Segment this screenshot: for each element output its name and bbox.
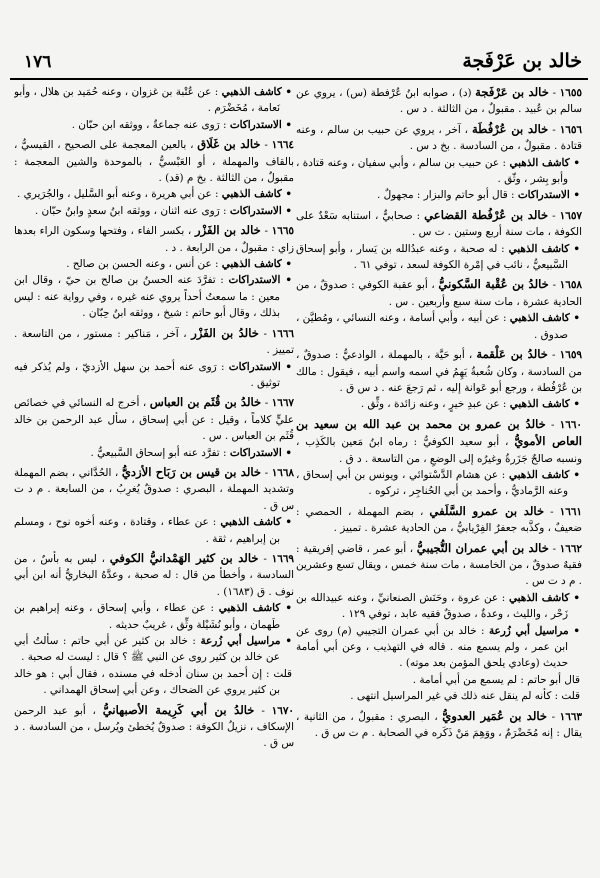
entry-number: ١٦٦٩	[271, 552, 294, 565]
biography-entry	[296, 540, 582, 705]
entry-number: ١٦٦٨	[271, 466, 294, 479]
annotation-text: : عن عُتْبة بن غزوان ، وعنه حُمَيد بن هلال ، وأبو نَعامة ، مُخَضْرَم .	[14, 86, 280, 115]
annotation-label: كاشف الذهبي	[220, 516, 282, 529]
biography-entry	[14, 394, 294, 461]
bullet-icon: •	[569, 156, 580, 169]
entry-text: ، أبو سعيد الكوفيُّ : رماه ابنُ مَعين بالكَذِب ، ونسبه صالحٌ جَزَرةُ وغيرُه إلى الوضعِ ، من التاسعة . د ق .	[296, 436, 582, 465]
annotation-text: : خالد بن أبي عمران التجيبي (م) روى عن ابن عمر ، ولم يسمع منه . قاله في التهذيب ، وعن أبي أمامة حديث (وعادي يلحق المؤمن بعد موته) .	[296, 624, 568, 670]
narrator-name: خالد بن عَرْفَجة	[475, 85, 549, 99]
annotation-list	[296, 590, 582, 705]
narrator-name: خالد بن كثير الهَمْدانيُّ الكوفي	[109, 550, 259, 565]
entry-heading: ١٦٦٩ - خالد بن كثير الهَمْدانيُّ الكوفي ، ليس به بأسٌ ، من السادسة ، وأخطأ من قال : له صحبة ، وعدَّهُ البخاريُّ أنه ابن أبي نوف . ق (١٦٨٣) .	[14, 550, 294, 598]
bullet-icon: •	[281, 204, 292, 217]
narrator-name: خالدُ بن عُقْبة السَّكونيُّ	[438, 277, 549, 292]
entry-text: ، آخر ، يروي عن حبيب بن سالم ، وعنه قتادة . مقبولٌ ، من السادسة . بخ د س .	[296, 123, 582, 153]
left-column	[14, 84, 294, 874]
bullet-icon: •	[281, 446, 292, 459]
annotation-text: : عن عطاء ، وأبي إسحاق ، وعنه إبراهيم بن طَهمان ، وأبو نُشَيْلة وثِّق ، غريبٌ حديثه .	[14, 602, 280, 631]
entry-number: ١٦٥٧	[559, 209, 582, 222]
annotation-label: كاشف الذهبي	[218, 602, 281, 615]
annotation-list	[296, 310, 582, 343]
entry-number: ١٦٥٦	[559, 123, 582, 136]
annotation	[14, 203, 292, 219]
entry-text: ، بالعين المعجمة على الصحيح ، القيسيُّ ، بالقاف والمهملة ، أو العَبْسيُّ ، بالموحدة والشين المعجمة : مقبولٌ ، من الثالثة . بخ م (قد) .	[14, 139, 294, 185]
entry-heading: ١٦٥٦ - خالد بن عُرْفُطَة ، آخر ، يروي عن حبيب بن سالم ، وعنه قتادة . مقبولٌ ، من السادسة . بخ د س .	[296, 121, 582, 153]
narrator-name: خالد بن قيس بن رَبَاح الأزديُّ	[121, 464, 262, 479]
annotation	[296, 623, 580, 672]
entry-heading: ١٦٦١ - خالد بن عمرو السَّلَفي ، بضم المهملة ، الحمصي : ضعيفٌ ، وكذَّبه جعفرٌ الفِرْيابيُّ ، من الحادية عشرة . تمييز .	[296, 503, 582, 535]
entry-heading: ١٦٦٠ - خالدُ بن عمرو بن محمد بن عبد الله بن سعيد بن العاص الأمويُّ ، أبو سعيد الكوفيُّ : رماه ابنُ مَعين بالكَذِب ، ونسبه صالحٌ جَزَرةُ وغيرُه إلى الوضعِ ، من التاسعة . د ق .	[296, 416, 582, 465]
narrator-name: خالد بن عُرْفُطة القضاعي	[424, 207, 549, 222]
entry-text: ، بضم المهملة ، الحمصي : ضعيفٌ ، وكذَّبه جعفرٌ الفِرْيابيُّ ، من الحادية عشرة . تمييز .	[296, 505, 582, 535]
annotation-text: : عن أنس ، وعنه الحسن بن صالح .	[66, 258, 222, 271]
annotation-text: : له صحبة ، وعنه عبدُالله بن يَسار ، وأبو إسحاق السَّبيعيُّ ، نائب في إمْرة الكوفة لسعد ، توفي ٦١ .	[296, 242, 568, 272]
entry-number: ١٦٦٦	[271, 327, 294, 340]
annotation-list	[296, 467, 582, 500]
annotation-text: : عن عبدِ خيرٍ ، وعنه زائدة ، وثِّق .	[360, 398, 510, 411]
annotation-text: : خالد بن كثير عن أبي حاتم : سألتُ أبي عن خالد بن كثير روى عن النبي ﷺ ؟ قال : ليست له صحبة .	[14, 635, 280, 664]
narrator-name: خالد بن الفَزْر	[194, 223, 261, 238]
annotation	[14, 84, 292, 117]
narrator-name: خالد بن عُمَير العدويُّ	[442, 708, 548, 723]
annotation-label: الاستدراكات	[228, 274, 281, 287]
annotation-text: قلت : إن أحمد بن سنان أدخله في مسنده ، فقال أبي : هو خالد بن كثير يروي عن الضحاك ، وعن أبي إسحاق الهمداني .	[14, 667, 292, 697]
entry-number: ١٦٥٥	[559, 87, 582, 99]
annotation	[296, 672, 580, 688]
annotation	[14, 445, 292, 461]
bullet-icon: •	[569, 242, 580, 255]
entry-number: ١٦٦١	[559, 505, 582, 518]
entry-heading: ١٦٥٨ - خالدُ بن عُقْبة السَّكونيُّ ، أبو عقبة الكوفي : صدوقٌ ، من الحادية عشرة ، مات سنة سبع وأربعين . س .	[296, 277, 582, 308]
annotation-label: كاشف الذهبي	[221, 258, 282, 271]
entry-text: (د) ، صوابه ابنُ عُرْفطة (س) ، يروي عن سالم بن عُبيد . مقبولٌ ، من الثالثة . د س .	[296, 87, 582, 116]
annotation-label: كاشف الذهبي	[221, 86, 282, 98]
entry-number: ١٦٦٣	[559, 710, 582, 723]
annotation-text: : عن حبيب بن سالم ، وأبي سفيان ، وعنه قتادة ، وأبو بِشر ، وثّق .	[296, 156, 568, 186]
annotation-list	[14, 445, 294, 461]
biography-entry	[296, 708, 582, 742]
entry-number: ١٦٦٢	[559, 542, 582, 555]
biography-entry	[14, 222, 294, 321]
running-title: خالد بن عَرْفَجة	[462, 50, 582, 72]
annotation-text: : قال أبو حاتم والبزار : مجهولٌ .	[377, 189, 518, 202]
bullet-icon: •	[569, 591, 580, 604]
annotation-text: : عن أبيه ، وأبي أسامة ، وعنه النسائي ، ومُطيَّن ، صدوق .	[296, 312, 568, 341]
entry-text: ، أبو عمر ، قاضي إفريقية : فقيهٌ صدوقٌ ، من الخامسة ، مات سنة خمس ، ويقال تسع وعشرين . م د ت س .	[296, 542, 582, 588]
annotation	[296, 590, 580, 623]
narrator-name: خالدُ بن أبي كَرِيمة الأصبهانيُّ	[102, 702, 255, 717]
biography-entry	[14, 325, 294, 392]
entry-heading: ١٦٥٥ - خالد بن عَرْفَجة (د) ، صوابه ابنُ عُرْفطة (س) ، يروي عن سالم بن عُبيد . مقبولٌ ، من الثالثة . د س .	[296, 85, 582, 116]
bullet-icon: •	[281, 188, 292, 201]
annotation	[296, 187, 580, 203]
entry-text: ، أبو عقبة الكوفي : صدوقٌ ، من الحادية عشرة ، مات سنة سبع وأربعين . س .	[296, 279, 582, 308]
biography-entry	[14, 136, 294, 219]
bullet-icon: •	[569, 468, 580, 481]
annotation-list	[14, 514, 294, 547]
annotation-text: : عن عروة ، وحَنَش الصنعانيِّ ، وعنه عبيدالله بن زَحْر ، والليث ، وعدةٌ ، صدوقٌ فقيه عابد ، توفي ١٢٩ .	[296, 591, 568, 621]
entry-number: ١٦٥٨	[559, 279, 582, 292]
entry-text: ، ليس به بأسٌ ، من السادسة ، وأخطأ من قال : له صحبة ، وعدَّهُ البخاريُّ أنه ابن أبي نوف . ق (١٦٨٣) .	[14, 552, 294, 598]
annotation-label: كاشف الذهبي	[508, 468, 570, 481]
entry-heading: ١٦٦٣ - خالد بن عُمَير العدويُّ ، البصري : مقبولٌ ، من الثانية ، يقال : إنه مُخَضْرَمٌ ، ووَهِمَ مَنْ ذَكَره في الصحابة . م ت س ق .	[296, 708, 582, 740]
annotation-list	[14, 600, 294, 698]
annotation-label: الاستدراكات	[229, 118, 282, 131]
annotation-list	[14, 186, 294, 219]
entry-text: ، بكسر الفاء ، وفتحها وسكون الراء بعدها زاي : مقبولٌ ، من الرابعة . د .	[14, 225, 294, 254]
annotation-label: مراسيل أبي زُرعة	[488, 624, 569, 637]
annotation-list	[14, 359, 294, 392]
entry-number: ١٦٦٧	[271, 397, 294, 410]
annotation-text: : تفرَّدَ عنه الحسنُ بن صالح بن حيّ ، وقال ابن معين : ما سمعتُ أحداً يروي عنه غيره ، وفي رواية عنه : ليس بذلك ، وقال أبو حاتم : شيخ ، ووثقه ابنُ حِبّان .	[14, 274, 280, 320]
annotation-label: الاستدراكات	[229, 446, 282, 459]
entry-heading: ١٦٦٨ - خالد بن قيس بن رَبَاح الأزديُّ ، الحُدَّاني ، بضم المهملة وتشديد المهملة ، البصري : صدوقٌ يُغرِبُ ، من السابعة . م د ت س ق .	[14, 464, 294, 512]
narrator-name: خالدُ بن عمرو بن محمد بن عبد الله بن سعيد بن العاص الأمويُّ	[296, 416, 582, 449]
annotation	[14, 117, 292, 133]
bullet-icon: •	[280, 602, 292, 615]
biography-entry	[14, 702, 294, 752]
entry-heading: ١٦٦٢ - خالد بن أبي عمران التُّجيبيُّ ، أبو عمر ، قاضي إفريقية : فقيهٌ صدوقٌ ، من الخامسة ، مات سنة خمس ، ويقال تسع وعشرين . م د ت س .	[296, 540, 582, 588]
narrator-name: خالدُ بن قُثَم بن العباس	[149, 395, 262, 410]
annotation	[14, 666, 292, 699]
biography-entry	[296, 276, 582, 343]
annotation	[296, 467, 580, 500]
bullet-icon: •	[281, 86, 292, 98]
annotation-label: الاستدراكات	[517, 189, 570, 202]
bullet-icon: •	[569, 312, 580, 325]
annotation-text: : تفرَّد عنه أبو إسحاق السَّبيعيُّ .	[90, 446, 230, 459]
narrator-name: خالدُ بن الفَزْر	[191, 325, 259, 340]
annotation	[14, 633, 292, 666]
bullet-icon: •	[280, 360, 292, 373]
biography-entry	[296, 121, 582, 204]
annotation	[296, 396, 580, 412]
annotation	[14, 359, 292, 392]
annotation-label: كاشف الذهبي	[221, 188, 282, 201]
bullet-icon: •	[280, 274, 292, 287]
annotation-label: كاشف الذهبي	[509, 156, 570, 169]
annotation-list	[296, 155, 582, 204]
annotation	[296, 155, 580, 188]
entry-heading: ١٦٦٤ - خالد بن غَلَاق ، بالعين المعجمة على الصحيح ، القيسيُّ ، بالقاف والمهملة ، أو العَبْسيُّ ، بالموحدة والشين المعجمة : مقبولٌ ، من الثالثة . بخ م (قد) .	[14, 137, 294, 185]
entry-text: : صحابيٌّ ، استنابه سَعْدٌ على الكوفة ، مات سنة أربع وستين . ت س .	[296, 209, 582, 239]
annotation-label: كاشف الذهبي	[509, 312, 570, 325]
bullet-icon: •	[569, 398, 580, 411]
annotation-text: قلت : كأنه لم ينقل عنه ذلك في غير المراسيل انتهى .	[350, 690, 580, 703]
annotation-text: : رَوى عنه أحمد بن سهل الأزديّ ، ولم يُذكر فيه توثيق .	[14, 360, 280, 389]
annotation	[14, 514, 292, 547]
biography-entry	[296, 503, 582, 537]
annotation-label: كاشف الذهبي	[508, 591, 570, 604]
biography-entry	[14, 464, 294, 547]
entry-number: ١٦٦٠	[559, 418, 582, 431]
annotation	[14, 600, 292, 633]
entry-text: ، أبو حَيَّة ، بالمهملة ، الوادعيُّ : صدوقٌ ، من السادسة ، وكان شُعبةُ يَهِمُ في اسمه واسم أبيه ، فيقول : مالك بن عُرْفُطة ، ورجع أبو عَوانة إليه ، ثم رَجعَ عنه . د س ق .	[296, 349, 582, 394]
entry-number: ١٦٥٩	[559, 349, 582, 362]
annotation-text: : عن هشام الدَّسْتوائي ، ويونس بن أبي إسحاق ، وعنه الرَّماديُّ ، وأحمد بن أبي الحُناجِر ، تركوه .	[296, 468, 568, 498]
right-column	[296, 84, 582, 874]
annotation-label: مراسيل أبي زُرعة	[200, 635, 281, 647]
narrator-name: خالدُ بن عَلْقمة	[476, 347, 548, 362]
annotation-text: : رَوى عنه اثنان ، ووثقه ابنُ سعدٍ وابنُ حبّان .	[34, 204, 230, 217]
biography-entry	[296, 346, 582, 413]
narrator-name: خالد بن غَلَاق	[197, 137, 261, 152]
entry-heading: ١٦٥٧ - خالد بن عُرْفُطة القضاعي : صحابيٌّ ، استنابه سَعْدٌ على الكوفة ، مات سنة أربع وستين . ت س .	[296, 207, 582, 239]
annotation-text: : عن عطاء ، وقتادة ، وعنه أخوه نوح ، ومسلم بن إبراهيم ، ثقة .	[14, 516, 280, 545]
annotation-label: الاستدراكات	[229, 204, 282, 217]
annotation	[296, 310, 580, 343]
annotation-text: قال أبو حاتم : لم يسمع من أبي أمامة .	[412, 673, 580, 686]
page-header	[10, 48, 588, 80]
entry-heading: ١٦٥٩ - خالدُ بن عَلْقمة ، أبو حَيَّة ، بالمهملة ، الوادعيُّ : صدوقٌ ، من السادسة ، وكان شُعبةُ يَهِمُ في اسمه واسم أبيه ، فيقول : مالك بن عُرْفُطة ، ورجع أبو عَوانة إليه ، ثم رَجعَ عنه . د س ق .	[296, 347, 582, 394]
annotation	[296, 241, 580, 274]
annotation-label: كاشف الذهبي	[508, 242, 570, 255]
bullet-icon: •	[568, 624, 580, 637]
annotation-list	[14, 256, 294, 322]
bullet-icon: •	[281, 258, 292, 271]
entry-text: ، آخر ، مَناكير : مستور ، من التاسعة . تمييز .	[14, 327, 294, 357]
biography-entry	[296, 416, 582, 500]
annotation	[296, 688, 580, 704]
entry-heading: ١٦٦٦ - خالدُ بن الفَزْر ، آخر ، مَناكير : مستور ، من التاسعة . تمييز .	[14, 325, 294, 357]
narrator-name: خالد بن أبي عمران التُّجيبيُّ	[416, 540, 549, 555]
entry-number: ١٦٦٥	[271, 225, 294, 238]
narrator-name: خالد بن عُرْفُطَة	[471, 121, 549, 136]
narrator-name: خالد بن عمرو السَّلَفي	[429, 503, 545, 518]
annotation-list	[296, 241, 582, 274]
annotation	[14, 272, 292, 321]
annotation-text: : عن أبي هريرة ، وعنه أبو السَّليل ، والجُرَيري .	[16, 188, 222, 201]
entry-text: ، البصري : مقبولٌ ، من الثانية ، يقال : إنه مُخَضْرَمٌ ، ووَهِمَ مَنْ ذَكَره في الصحابة . م ت س ق .	[296, 710, 582, 740]
biography-entry	[296, 84, 582, 118]
entry-text: ، الحُدَّاني ، بضم المهملة وتشديد المهملة ، البصري : صدوقٌ يُغرِبُ ، من السابعة . م د ت س ق .	[14, 466, 294, 512]
biography-entry	[14, 84, 294, 133]
entry-heading: ١٦٧٠ - خالدُ بن أبي كَرِيمة الأصبهانيُّ ، أبو عبد الرحمن الإسكاف ، نزيلُ الكوفة : صدوقٌ يُخطئ ويُرسل ، من السادسة . د س ق .	[14, 702, 294, 750]
annotation-label: كاشف الذهبي	[509, 398, 570, 411]
bullet-icon: •	[281, 118, 292, 131]
bullet-icon: •	[569, 189, 580, 202]
page-number: ١٧٦	[24, 52, 52, 72]
entry-text: ، أخرج له النسائي في خصائص عليٍّ كلاماً ، وقيل : عن أبي إسحاق ، سأل عبد الرحمن بن خالد قُثَم بن العباس . س .	[14, 397, 294, 443]
annotation-list	[296, 396, 582, 412]
entry-number: ١٦٧٠	[271, 704, 294, 717]
bullet-icon: •	[281, 516, 292, 529]
annotation	[14, 186, 292, 202]
biography-entry	[296, 207, 582, 274]
entry-number: ١٦٦٤	[271, 139, 294, 152]
bullet-icon: •	[280, 635, 292, 647]
entry-heading: ١٦٦٧ - خالدُ بن قُثَم بن العباس ، أخرج له النسائي في خصائص عليٍّ كلاماً ، وقيل : عن أبي إسحاق ، سأل عبد الرحمن بن خالد قُثَم بن العباس . س .	[14, 395, 294, 443]
entry-heading: ١٦٦٥ - خالد بن الفَزْر ، بكسر الفاء ، وفتحها وسكون الراء بعدها زاي : مقبولٌ ، من الرابعة . د .	[14, 223, 294, 254]
annotation-text: : رَوى عنه جماعةٌ ، ووثقه ابن حبّان .	[71, 118, 230, 131]
annotation-label: الاستدراكات	[228, 360, 281, 373]
annotation-list	[14, 84, 294, 133]
entry-text: ، أبو عبد الرحمن الإسكاف ، نزيلُ الكوفة : صدوقٌ يُخطئ ويُرسل ، من السادسة . د س ق .	[14, 704, 294, 750]
biography-entry	[14, 550, 294, 699]
annotation	[14, 256, 292, 272]
